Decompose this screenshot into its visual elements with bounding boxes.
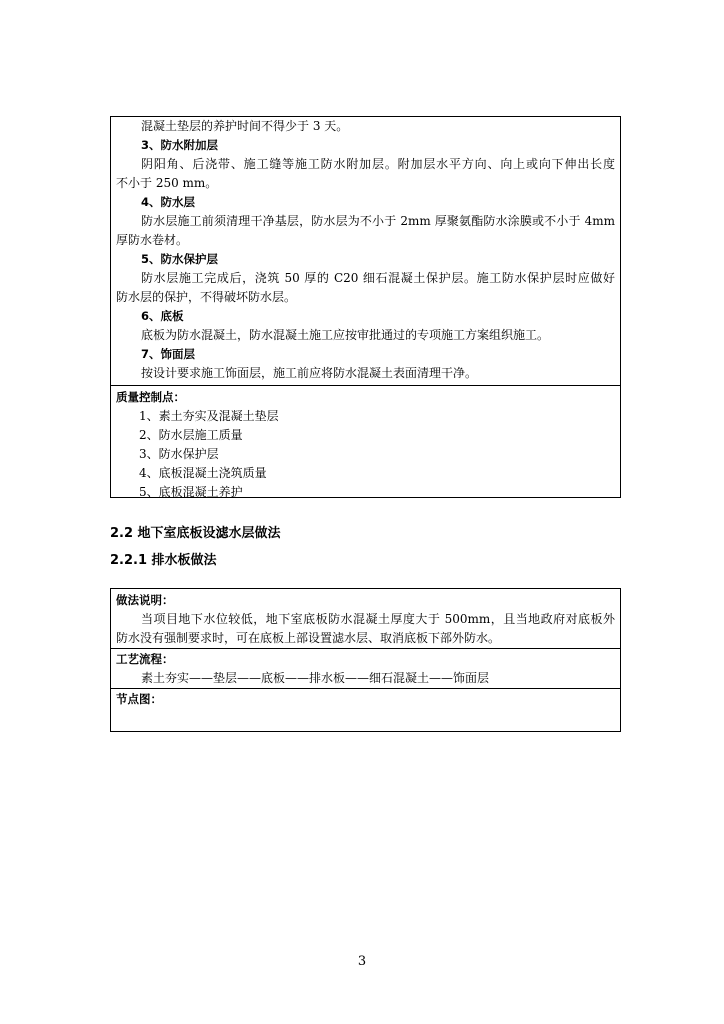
text-line: 防水层施工完成后，浇筑 50 厚的 C20 细石混凝土保护层。施工防水保护层时应做好 [141,271,615,285]
text-line: 防水没有强制要求时，可在底板上部设置滤水层、取消底板下部外防水。 [116,631,501,645]
list-item: 1、素土夯实及混凝土垫层 [139,409,279,423]
text-line: 按设计要求施工饰面层，施工前应将防水混凝土表面清理干净。 [141,366,478,380]
text-line: 阴阳角、后浇带、施工缝等施工防水附加层。附加层水平方向、向上或向下伸出长度 [141,157,615,171]
construction-steps-table [110,116,621,498]
list-item: 5、底板混凝土养护 [139,485,243,499]
text-line: 混凝土垫层的养护时间不得少于 3 天。 [141,119,349,133]
steps-section [111,117,620,386]
process-flow-title: 工艺流程： [116,652,174,666]
page-number: 3 [357,954,367,969]
text-line: 防水层施工前须清理干净基层，防水层为不小于 2mm 厚聚氨酯防水涂膜或不小于 4mm [141,214,615,228]
list-item: 4、底板混凝土浇筑质量 [139,466,267,480]
node-diagram-section [111,689,620,709]
text-line: 底板为防水混凝土，防水混凝土施工应按审批通过的专项施工方案组织施工。 [141,328,550,342]
step-heading: 7、饰面层 [141,347,196,361]
text-line: 当项目地下水位较低，地下室底板防水混凝土厚度大于 500mm，且当地政府对底板外 [141,612,615,626]
subsection-heading: 2.2.1 排水板做法 [110,553,217,568]
step-heading: 4、防水层 [141,195,196,209]
process-flow-text: 素土夯实——垫层——底板——排水板——细石混凝土——饰面层 [141,671,490,685]
node-diagram-title: 节点图： [116,692,162,706]
description-section [111,589,620,649]
list-item: 3、防水保护层 [139,447,219,461]
process-flow-section [111,649,620,689]
text-line: 不小于 250 mm。 [116,176,218,190]
step-heading: 5、防水保护层 [141,252,219,266]
quality-control-title: 质量控制点： [116,390,185,404]
section-heading: 2.2 地下室底板设滤水层做法 [110,526,281,541]
text-line: 厚防水卷材。 [116,233,189,247]
step-heading: 3、防水附加层 [141,138,219,152]
step-heading: 6、底板 [141,309,184,323]
list-item: 2、防水层施工质量 [139,428,243,442]
drainage-board-table [110,588,621,732]
description-title: 做法说明： [116,593,174,607]
quality-control-section [111,386,620,502]
text-line: 防水层的保护，不得破坏防水层。 [116,290,297,304]
